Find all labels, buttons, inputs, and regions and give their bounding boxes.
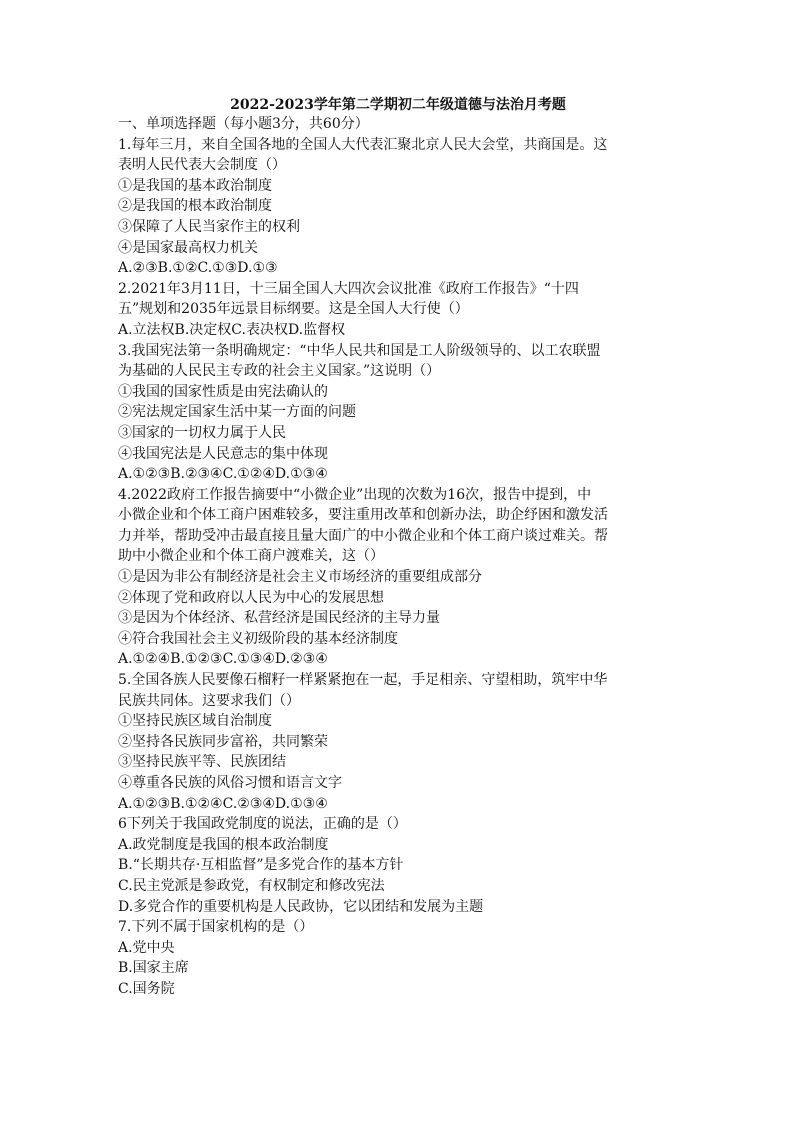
text-line: A.政党制度是我国的根本政治制度 (118, 836, 329, 853)
text-line: B.“长期共存·互相监督”是多党合作的基本方针 (118, 857, 404, 874)
text-line: ④我国宪法是人民意志的集中体现 (118, 445, 328, 462)
text-line: 5.全国各族人民要像石榴籽一样紧紧抱在一起，手足相亲、守望相助，筑牢中华 (118, 672, 608, 689)
text-line: 五”规划和2035年远景目标纲要。这是全国人大行使（） (118, 301, 469, 318)
text-line: ②体现了党和政府以人民为中心的发展思想 (118, 589, 384, 606)
text-line: 小微企业和个体工商户困难较多，要注重用改革和创新办法，助企纾困和激发活 (118, 507, 608, 524)
text-line: A.①②③B.①②④C.②③④D.①③④ (118, 795, 328, 812)
text-line: 力并举，帮助受冲击最直接且量大面广的中小微企业和个体工商户谈过难关。帮 (118, 527, 608, 544)
text-line: ④是国家最高权力机关 (118, 239, 258, 256)
text-line: ③坚持民族平等、民族团结 (118, 754, 286, 771)
text-line: 4.2022政府工作报告摘要中“小微企业”出现的次数为16次，报告中提到，中 (118, 486, 592, 503)
text-line: C.国务院 (118, 980, 175, 997)
text-line: 助中小微企业和个体工商户渡难关，这（） (118, 548, 384, 565)
document-title: 2022-2023学年第二学期初二年级道德与法治月考题 (230, 97, 566, 113)
text-line: ②是我国的根本政治制度 (118, 198, 272, 215)
text-line: A.①②③B.②③④C.①②④D.①③④ (118, 466, 328, 483)
section-heading: 一、单项选择题（每小题3分，共60分） (118, 116, 369, 132)
text-line: ③是因为个体经济、私营经济是国民经济的主导力量 (118, 610, 440, 627)
text-line: ④符合我国社会主义初级阶段的基本经济制度 (118, 630, 398, 647)
text-line: A.立法权B.决定权C.表决权D.监督权 (118, 321, 346, 338)
text-line: 民族共同体。这要求我们（） (118, 692, 300, 709)
text-line: 1.每年三月，来自全国各地的全国人大代表汇聚北京人民大会堂，共商国是。这 (118, 136, 608, 153)
text-line: ①是我国的基本政治制度 (118, 177, 272, 194)
text-line: ①是因为非公有制经济是社会主义市场经济的重要组成部分 (118, 569, 482, 586)
text-line: ③国家的一切权力属于人民 (118, 424, 286, 441)
text-line: D.多党合作的重要机构是人民政协，它以团结和发展为主题 (118, 898, 484, 915)
text-line: A.①②④B.①②③C.①③④D.②③④ (118, 651, 328, 668)
text-line: ②宪法规定国家生活中某一方面的问题 (118, 404, 356, 421)
text-line: A.党中央 (118, 939, 175, 956)
text-line: 表明人民代表大会制度（） (118, 157, 286, 174)
text-line: C.民主党派是参政党，有权制定和修改宪法 (118, 877, 385, 894)
text-line: ①坚持民族区域自治制度 (118, 713, 272, 730)
text-line: ④尊重各民族的风俗习惯和语言文字 (118, 775, 342, 791)
text-line: 7.下列不属于国家机构的是（） (118, 919, 314, 936)
text-line: ③保障了人民当家作主的权利 (118, 218, 300, 235)
text-line: 为基础的人民民主专政的社会主义国家。”这说明（） (118, 363, 441, 380)
text-line: 3.我国宪法第一条明确规定：“中华人民共和国是工人阶级领导的、以工农联盟 (118, 342, 601, 359)
text-line: ①我国的国家性质是由宪法确认的 (118, 383, 328, 400)
text-line: 2.2021年3月11日，十三届全国人大四次会议批准《政府工作报告》“十四 (118, 280, 579, 297)
text-line: 6下列关于我国政党制度的说法，正确的是（） (118, 816, 407, 833)
document-content (118, 96, 678, 1000)
question-lines (118, 135, 678, 1000)
text-line: B.国家主席 (118, 960, 189, 977)
text-line: ②坚持各民族同步富裕，共同繁荣 (118, 733, 328, 750)
text-line: A.②③B.①②C.①③D.①③ (118, 260, 278, 277)
